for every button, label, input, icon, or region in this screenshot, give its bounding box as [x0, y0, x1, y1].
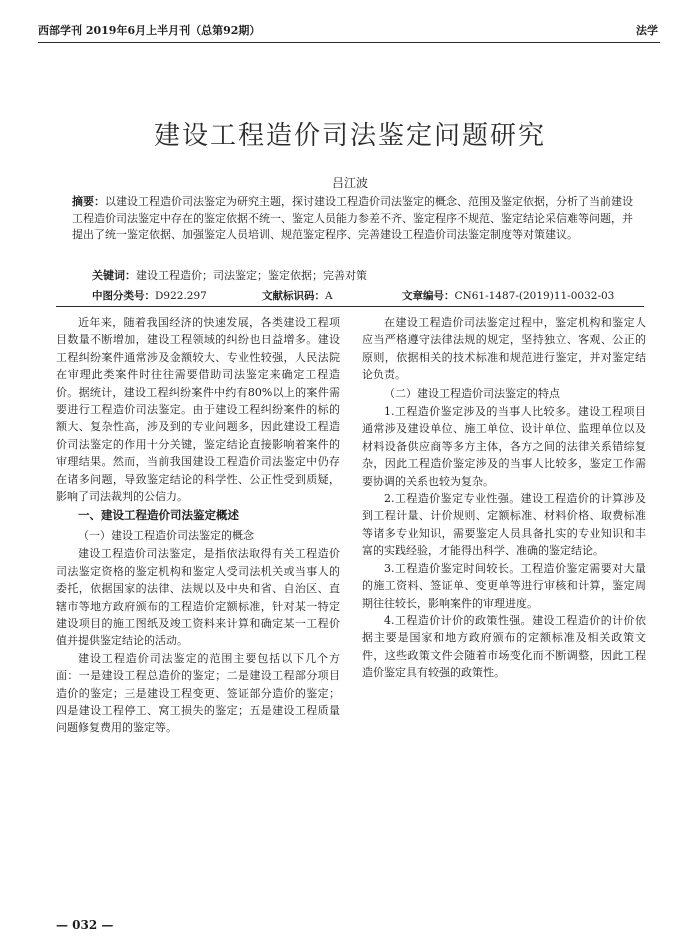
paragraph: 近年来，随着我国经济的快速发展，各类建设工程项目数量不断增加，建设工程领域的纠纷也日益增多。建设工程纠纷案件通常涉及金额较大、专业性较强，人民法院在审理此类案件时往往需要借助司法鉴定来确定工程造价。据统计，建设工程纠纷案件中约有80%以上的案件需要进行工程造价司法鉴定。由于建设工程纠纷案件的标的额大、复杂性高，涉及到的专业问题多，因此建设工程造价司法鉴定的作用十分关键，鉴定结论直接影响着案件的审理结果。然而，当前我国建设工程造价司法鉴定中仍存在诸多问题，导致鉴定结论的科学性、公正性受到质疑，影响了司法裁判的公信力。	[56, 316, 340, 504]
classification-row	[92, 288, 652, 304]
section-heading: （二）建设工程造价司法鉴定的特点	[384, 386, 560, 400]
abstract-label: 摘要：	[72, 195, 105, 208]
paragraph: 2.工程造价鉴定专业性强。建设工程造价的计算涉及到工程计量、计价规则、定额标准、材料价格、取费标准等诸多专业知识，需要鉴定人员具备扎实的专业知识和丰富的实践经验，才能得出科学、准确的鉴定结论。	[362, 492, 646, 558]
right-column	[362, 314, 646, 682]
abstract-text: 以建设工程造价司法鉴定为研究主题，探讨建设工程造价司法鉴定的概念、范围及鉴定依据，分析了当前建设工程造价司法鉴定中存在的鉴定依据不统一、鉴定人员能力参差不齐、鉴定程序不规范、鉴定结论采信难等问题，并提出了统一鉴定依据、加强鉴定人员培训、规范鉴定程序、完善建设工程造价司法鉴定制度等对策建议。	[72, 195, 633, 241]
page-number: — 032 —	[56, 918, 114, 932]
section-heading: （一）建设工程造价司法鉴定的概念	[78, 528, 254, 542]
section-heading: 一、建设工程造价司法鉴定概述	[78, 508, 239, 523]
paragraph: 4.工程造价计价的政策性强。建设工程造价的计价依据主要是国家和地方政府颁布的定额标准及相关政策文件，这些政策文件会随着市场变化而不断调整，因此工程造价鉴定具有较强的政策性。	[362, 613, 646, 680]
paragraph: 1.工程造价鉴定涉及的当事人比较多。建设工程项目通常涉及建设单位、施工单位、设计单位、监理单位以及材料设备供应商等多方主体，各方之间的法律关系错综复杂，因此工程造价鉴定涉及的当事人比较多，鉴定工作需要协调的关系也较为复杂。	[362, 405, 646, 488]
paragraph: 在建设工程造价司法鉴定过程中，鉴定机构和鉴定人应当严格遵守法律法规的规定，坚持独立、客观、公正的原则，依据相关的技术标准和规范进行鉴定，并对鉴定结论负责。	[362, 316, 646, 382]
article-number: 文章编号：CN61-1487-(2019)11-0032-03	[402, 290, 615, 302]
paragraph: 建设工程造价司法鉴定，是指依法取得有关工程造价司法鉴定资格的鉴定机构和鉴定人受司法机关或当事人的委托，依据国家的法律、法规以及中央和省、自治区、直辖市等地方政府颁布的工程造价定额标准，针对某一特定建设项目的施工图纸及竣工资料来计算和确定某一工程价值并提供鉴定结论的活动。	[56, 547, 340, 648]
journal-name: 西部学刊 2019年6月上半月刊（总第92期）	[38, 24, 261, 37]
author-name: 吕江波	[331, 176, 368, 190]
paragraph: 3.工程造价鉴定时间较长。工程造价鉴定需要对大量的施工资料、签证单、变更单等进行审核和计算，鉴定周期往往较长，影响案件的审理进度。	[362, 561, 646, 610]
abstract	[72, 194, 638, 244]
section-name: 法学	[636, 24, 658, 37]
class-number: 中图分类号：D922.297	[92, 290, 207, 302]
abstract-rule	[56, 306, 644, 307]
keywords-text: 建设工程造价；司法鉴定；鉴定依据；完善对策	[136, 269, 367, 282]
keywords-label: 关键词：	[92, 269, 136, 282]
article-title: 建设工程造价司法鉴定问题研究	[153, 121, 546, 151]
keywords	[92, 267, 632, 283]
paragraph: 建设工程造价司法鉴定的范围主要包括以下几个方面：一是建设工程总造价的鉴定；二是建设工程部分项目造价的鉴定；三是建设工程变更、签证部分造价的鉴定；四是建设工程停工、窝工损失的鉴定；五是建设工程质量问题修复费用的鉴定等。	[56, 651, 340, 735]
doc-code: 文献标识码：A	[262, 290, 333, 302]
header-rule	[38, 42, 660, 43]
left-column	[56, 314, 340, 737]
page-header	[38, 22, 658, 40]
